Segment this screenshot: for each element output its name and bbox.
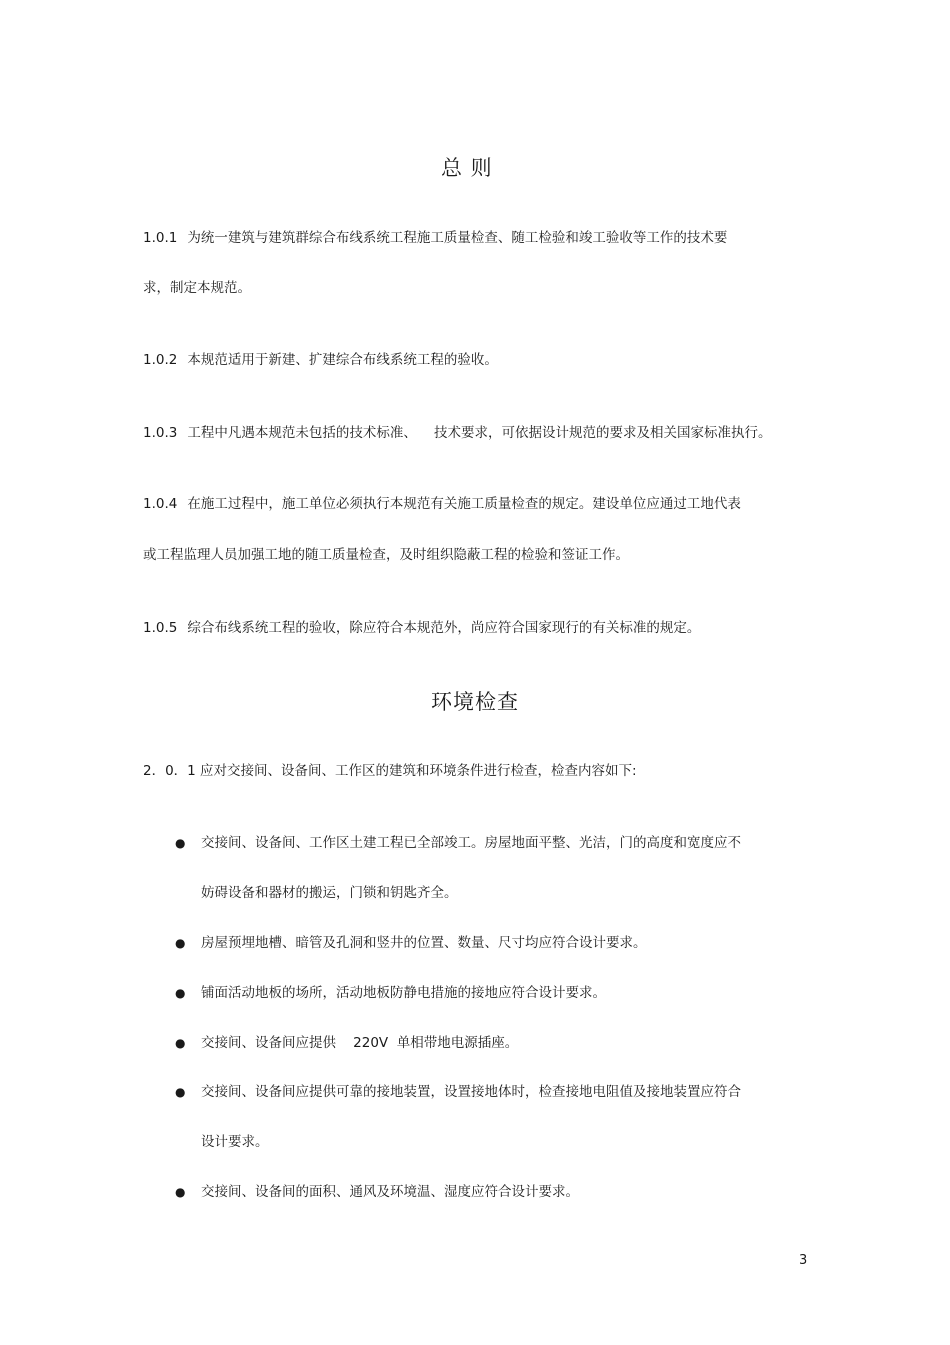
clause-number: 1.0.3 — [143, 425, 178, 441]
clause-number: 1.0.4 — [143, 496, 178, 512]
clause-1-0-3 — [143, 425, 772, 441]
clause-text: 综合布线系统工程的验收，除应符合本规范外，尚应符合国家现行的有关标准的规定。 — [187, 620, 701, 636]
bullet-icon: ● — [175, 1036, 186, 1050]
clause-1-0-4-continued: 或工程监理人员加强工地的随工质量检查，及时组织隐蔽工程的检验和签证工作。 — [143, 547, 629, 563]
clause-1-0-2 — [143, 352, 498, 368]
clause-1-0-1 — [143, 230, 727, 246]
clause-number: 1.0.5 — [143, 620, 178, 636]
page-number: 3 — [799, 1253, 808, 1268]
bullet-icon: ● — [175, 936, 186, 950]
bullet-item-4: 交接间、设备间应提供 220V 单相带地电源插座。 — [201, 1035, 519, 1051]
clause-text: 在施工过程中，施工单位必须执行本规范有关施工质量检查的规定。建设单位应通过工地代表 — [187, 496, 741, 512]
bullet-item-1: 交接间、设备间、工作区土建工程已全部竣工。房屋地面平整、光洁，门的高度和宽度应不 — [201, 835, 741, 851]
bullet-item-2: 房屋预埋地槽、暗管及孔洞和竖井的位置、数量、尺寸均应符合设计要求。 — [201, 935, 647, 951]
bullet-item-3: 铺面活动地板的场所，活动地板防静电措施的接地应符合设计要求。 — [201, 985, 606, 1001]
clause-text: 本规范适用于新建、扩建综合布线系统工程的验收。 — [187, 352, 498, 368]
bullet-icon: ● — [175, 1085, 186, 1099]
bullet-item-1-continued: 妨碍设备和器材的搬运，门锁和钥匙齐全。 — [201, 885, 458, 901]
clause-text: 为统一建筑与建筑群综合布线系统工程施工质量检查、随工检验和竣工验收等工作的技术要 — [187, 230, 728, 246]
clause-number: 1.0.1 — [143, 230, 178, 246]
bullet-icon: ● — [175, 986, 186, 1000]
section-title-general: 总 则 — [441, 156, 493, 180]
clause-1-0-5 — [143, 620, 700, 636]
clause-1-0-1-continued: 求，制定本规范。 — [143, 280, 251, 296]
bullet-icon: ● — [175, 1185, 186, 1199]
clause-2-0-1-intro: 2．0．1 应对交接间、设备间、工作区的建筑和环境条件进行检查，检查内容如下: — [143, 763, 637, 779]
clause-text: 工程中凡遇本规范未包括的技术标准、 技术要求，可依据设计规范的要求及相关国家标准执行。 — [187, 425, 772, 441]
clause-number: 1.0.2 — [143, 352, 178, 368]
bullet-item-5: 交接间、设备间应提供可靠的接地装置，设置接地体时，检查接地电阻值及接地装置应符合 — [201, 1084, 741, 1100]
bullet-icon: ● — [175, 836, 186, 850]
section-title-environment: 环境检查 — [431, 690, 519, 714]
bullet-item-6: 交接间、设备间的面积、通风及环境温、湿度应符合设计要求。 — [201, 1184, 579, 1200]
clause-1-0-4 — [143, 496, 741, 512]
bullet-item-5-continued: 设计要求。 — [201, 1134, 269, 1150]
